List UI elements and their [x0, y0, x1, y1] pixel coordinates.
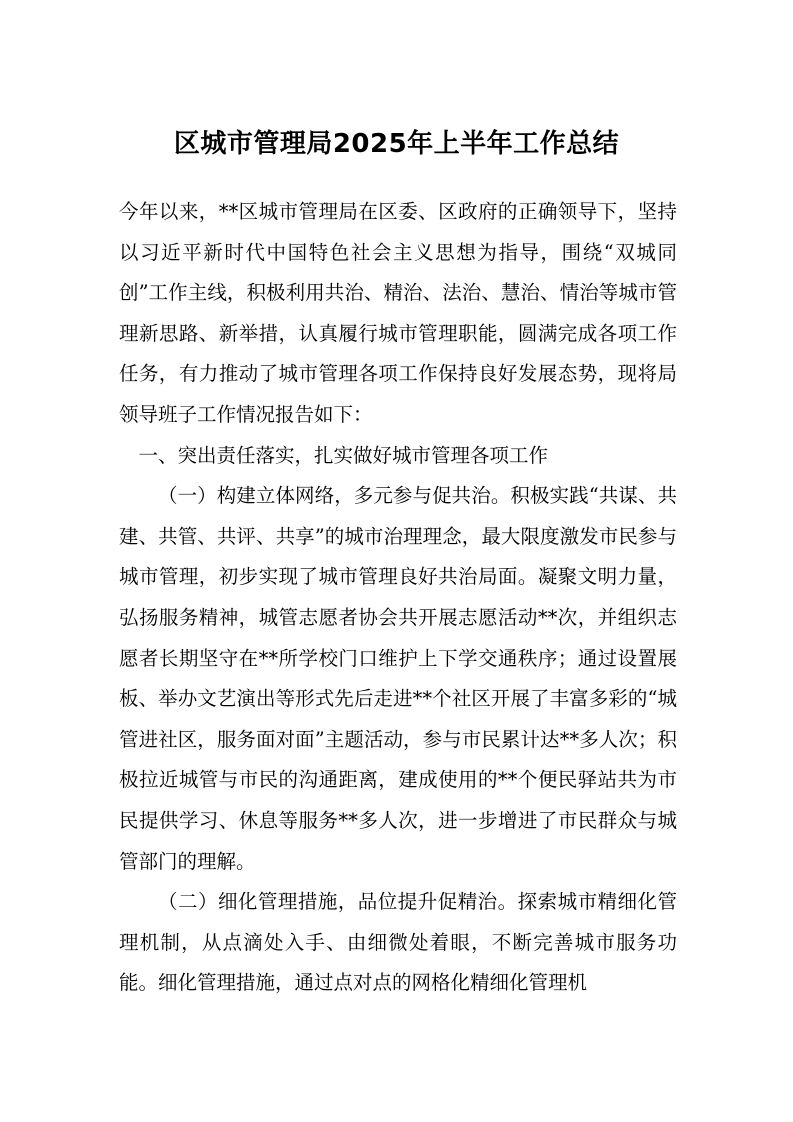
document-title: 区城市管理局2025年上半年工作总结 — [173, 129, 620, 159]
subsection-paragraph-1: （一）构建立体网络，多元参与促共治。积极实践“共谋、共建、共管、共评、共享”的城市治理理念，最大限度激发市民参与城市管理，初步实现了城市管理良好共治局面。凝聚文明力量，弘扬服务精神，城管志愿者协会共开展志愿活动**次，并组织志愿者长期坚守在**所学校门口维护上下学交通秩序；通过设置展板、举办文艺演出等形式先后走进**个社区开展了丰富多彩的“城管进社区，服务面对面”主题活动，参与市民累计达**多人次；积极拉近城管与市民的沟通距离，建成使用的**个便民驿站共为市民提供学习、休息等服务**多人次，进一步增进了市民群众与城管部门的理解。 — [119, 484, 677, 873]
document-body — [119, 192, 677, 1004]
subsection-paragraph-2: （二）细化管理措施，品位提升促精治。探索城市精细化管理机制，从点滴处入手、由细微处着眼，不断完善城市服务功能。细化管理措施，通过点对点的网格化精细化管理机 — [119, 890, 677, 995]
section-heading-1: 一、突出责任落实，扎实做好城市管理各项工作 — [138, 443, 549, 467]
intro-paragraph: 今年以来，**区城市管理局在区委、区政府的正确领导下，坚持以习近平新时代中国特色社会主义思想为指导，围绕“双城同创”工作主线，积极利用共治、精治、法治、慧治、情治等城市管理新思路、新举措，认真履行城市管理职能，圆满完成各项工作任务，有力推动了城市管理各项工作保持良好发展态势，现将局领导班子工作情况报告如下： — [119, 200, 677, 426]
